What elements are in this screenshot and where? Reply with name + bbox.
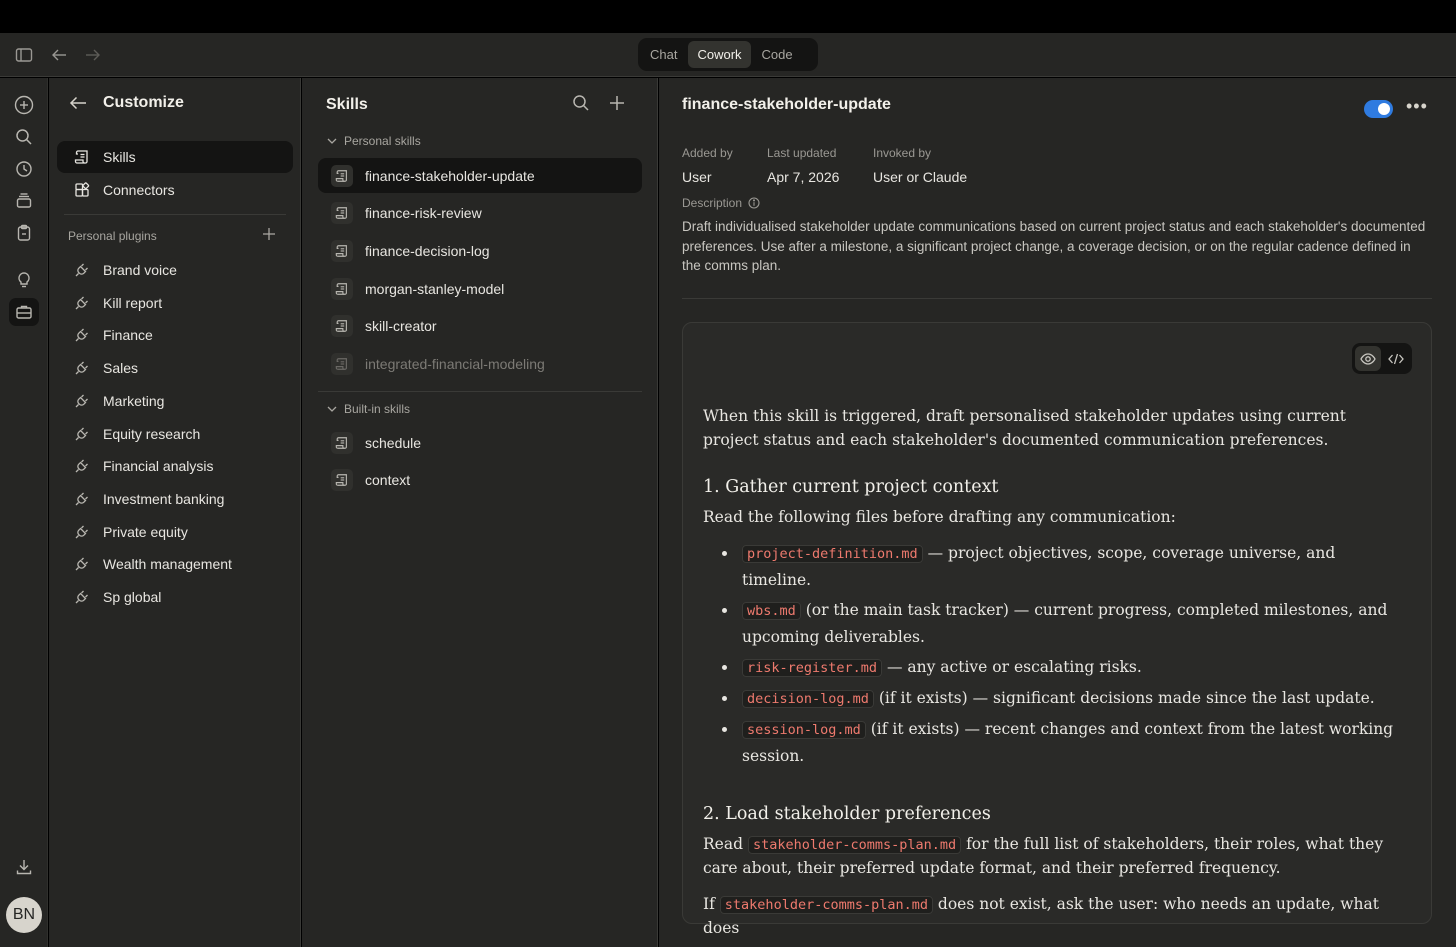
stack-icon[interactable] bbox=[9, 187, 39, 215]
plugin-item[interactable] bbox=[57, 419, 293, 449]
meta-label: Invoked by bbox=[873, 146, 932, 160]
skill-enabled-toggle[interactable] bbox=[1364, 100, 1393, 118]
skill-item[interactable] bbox=[318, 425, 642, 460]
meta-value: User bbox=[682, 169, 712, 185]
skill-label: integrated-financial-modeling bbox=[365, 356, 545, 372]
list-item bbox=[703, 685, 1405, 712]
nav-item-skills[interactable] bbox=[57, 141, 293, 173]
description-label-text: Description bbox=[682, 196, 743, 210]
customize-sidebar bbox=[49, 78, 301, 947]
mode-switcher bbox=[638, 38, 818, 71]
divider bbox=[682, 298, 1432, 299]
plug-icon bbox=[74, 491, 90, 507]
plugin-item[interactable] bbox=[57, 484, 293, 514]
lightbulb-icon[interactable] bbox=[9, 266, 39, 294]
plugin-label: Finance bbox=[103, 327, 153, 344]
back-arrow-icon[interactable] bbox=[69, 96, 87, 110]
eye-icon[interactable] bbox=[1355, 346, 1381, 371]
skill-item[interactable] bbox=[318, 309, 642, 344]
inline-code: project-definition.md bbox=[742, 545, 923, 563]
tab-cowork[interactable]: Cowork bbox=[688, 41, 750, 68]
nav-item-label: Connectors bbox=[103, 182, 175, 198]
text: — project objectives, scope, coverage universe, and timeline. bbox=[742, 543, 1336, 589]
plugin-label: Investment banking bbox=[103, 490, 225, 507]
skill-item[interactable] bbox=[318, 271, 642, 306]
meta-value: Apr 7, 2026 bbox=[767, 169, 840, 185]
plug-icon bbox=[74, 393, 90, 409]
plugin-item[interactable] bbox=[57, 255, 293, 285]
plugin-item[interactable] bbox=[57, 451, 293, 481]
plugin-label: Wealth management bbox=[103, 556, 232, 573]
skill-item[interactable] bbox=[318, 196, 642, 231]
skill-label: finance-risk-review bbox=[365, 205, 482, 222]
paragraph bbox=[703, 893, 1405, 941]
nav-item-connectors[interactable] bbox=[57, 174, 293, 206]
text: (if it exists) — significant decisions made since the last update. bbox=[873, 688, 1375, 707]
meta-label: Added by bbox=[682, 146, 733, 160]
tab-chat[interactable]: Chat bbox=[650, 47, 678, 62]
inline-code: risk-register.md bbox=[742, 659, 882, 677]
skill-content-card bbox=[682, 322, 1432, 937]
connectors-icon bbox=[74, 182, 90, 198]
briefcase-icon[interactable] bbox=[9, 298, 39, 326]
plug-icon bbox=[74, 360, 90, 376]
add-skill-icon[interactable] bbox=[608, 94, 626, 117]
clock-icon[interactable] bbox=[9, 155, 39, 183]
list-item bbox=[703, 540, 1405, 593]
skill-item[interactable] bbox=[318, 347, 642, 382]
plugin-label: Private equity bbox=[103, 523, 188, 540]
scroll-icon bbox=[331, 315, 353, 337]
skill-markdown bbox=[703, 405, 1405, 941]
more-options-icon[interactable]: ••• bbox=[1406, 96, 1428, 116]
paragraph: Read the following files before drafting any communication: bbox=[703, 508, 1176, 526]
section-heading: 2. Load stakeholder preferences bbox=[703, 803, 991, 824]
list-item bbox=[703, 654, 1405, 681]
plugin-label: Brand voice bbox=[103, 262, 177, 278]
list-item bbox=[703, 716, 1405, 769]
plugin-item[interactable] bbox=[57, 582, 293, 612]
meta-added-by bbox=[682, 146, 733, 185]
plugin-item[interactable] bbox=[57, 320, 293, 350]
plugin-label: Marketing bbox=[103, 392, 165, 409]
scroll-icon bbox=[331, 353, 353, 375]
clipboard-icon[interactable] bbox=[9, 219, 39, 247]
text: (if it exists) — recent changes and context from the latest working session. bbox=[742, 719, 1394, 765]
skill-label: context bbox=[365, 471, 411, 488]
sidebar-toggle-icon[interactable] bbox=[12, 43, 36, 67]
skills-title: Skills bbox=[326, 96, 368, 113]
description-text: Draft individualised stakeholder update communications based on current project status and each stakeholder's documented preferences. Use after a milestone, a significant project change, a coverage decision, or on the regular cadence defined in the comms plan. bbox=[682, 219, 1426, 273]
skill-label: finance-decision-log bbox=[365, 242, 490, 259]
group-label-text: Built-in skills bbox=[344, 402, 411, 416]
skills-panel bbox=[302, 78, 658, 947]
skill-label: skill-creator bbox=[365, 318, 437, 335]
title-bar bbox=[0, 33, 1456, 77]
inline-code: stakeholder-comms-plan.md bbox=[748, 836, 961, 854]
scroll-icon bbox=[74, 149, 90, 165]
customize-title: Customize bbox=[103, 94, 184, 111]
customize-header bbox=[69, 94, 184, 112]
tab-code[interactable]: Code bbox=[761, 47, 793, 62]
group-label-text: Personal skills bbox=[344, 134, 421, 148]
scroll-icon bbox=[331, 240, 353, 262]
nav-item-label: Skills bbox=[103, 149, 136, 165]
scroll-icon bbox=[331, 202, 353, 224]
skill-item[interactable] bbox=[318, 158, 642, 193]
personal-skills-group[interactable] bbox=[326, 134, 421, 148]
scroll-icon bbox=[331, 278, 353, 300]
search-icon[interactable] bbox=[572, 94, 590, 117]
search-icon[interactable] bbox=[9, 123, 39, 151]
download-icon[interactable] bbox=[9, 853, 39, 881]
code-icon[interactable] bbox=[1383, 346, 1409, 371]
builtin-skills-group[interactable] bbox=[326, 402, 410, 416]
plug-icon bbox=[74, 524, 90, 540]
chevron-down-icon bbox=[326, 403, 338, 415]
plugin-item[interactable] bbox=[57, 288, 293, 318]
forward-arrow-icon[interactable] bbox=[81, 43, 105, 67]
plugin-label: Sp global bbox=[103, 589, 162, 605]
paragraph bbox=[703, 833, 1405, 881]
inline-code: decision-log.md bbox=[742, 690, 874, 708]
inline-code: wbs.md bbox=[742, 602, 801, 620]
scroll-icon bbox=[331, 469, 353, 491]
chevron-down-icon bbox=[326, 135, 338, 147]
meta-value: User or Claude bbox=[873, 169, 968, 185]
view-switcher bbox=[1352, 343, 1412, 374]
skill-label: morgan-stanley-model bbox=[365, 280, 505, 297]
plugin-item[interactable] bbox=[57, 386, 293, 416]
plugin-label: Equity research bbox=[103, 425, 201, 442]
scroll-icon bbox=[331, 165, 353, 187]
inline-code: stakeholder-comms-plan.md bbox=[720, 896, 933, 914]
divider bbox=[318, 391, 642, 392]
plugin-item[interactable] bbox=[57, 549, 293, 579]
scroll-icon bbox=[331, 432, 353, 454]
plug-icon bbox=[74, 589, 90, 605]
plug-icon bbox=[74, 426, 90, 442]
meta-invoked-by bbox=[873, 146, 967, 185]
plug-icon bbox=[74, 556, 90, 572]
meta-last-updated bbox=[767, 146, 839, 185]
text: does not exist, ask the user: who needs an update, what does bbox=[703, 894, 1379, 937]
skill-label: finance-stakeholder-update bbox=[365, 167, 535, 184]
plugin-label: Sales bbox=[103, 360, 139, 377]
skill-detail-panel bbox=[659, 78, 1456, 947]
plug-icon bbox=[74, 295, 90, 311]
skill-item[interactable] bbox=[318, 462, 642, 497]
skill-label: schedule bbox=[365, 434, 422, 451]
add-plugin-icon[interactable] bbox=[261, 226, 277, 247]
text: (or the main task tracker) — current progress, completed milestones, and upcoming deliverables. bbox=[742, 600, 1388, 646]
info-icon[interactable] bbox=[748, 197, 760, 209]
avatar[interactable]: BN bbox=[6, 897, 42, 933]
description-label bbox=[682, 196, 760, 210]
plus-icon[interactable] bbox=[9, 91, 39, 119]
divider bbox=[64, 214, 286, 215]
back-arrow-icon[interactable] bbox=[47, 43, 71, 67]
meta-label: Last updated bbox=[767, 146, 837, 160]
file-list bbox=[703, 540, 1405, 769]
plugin-label: Kill report bbox=[103, 294, 163, 311]
text: — any active or escalating risks. bbox=[882, 657, 1142, 676]
top-black-strip bbox=[0, 0, 1456, 33]
text: If bbox=[703, 894, 720, 913]
skill-item[interactable] bbox=[318, 233, 642, 268]
personal-plugins-label: Personal plugins bbox=[68, 229, 157, 243]
inline-code: session-log.md bbox=[742, 721, 866, 739]
plugin-item[interactable] bbox=[57, 517, 293, 547]
plug-icon bbox=[74, 327, 90, 343]
plug-icon bbox=[74, 262, 90, 278]
icon-rail bbox=[0, 78, 48, 947]
section-heading: 1. Gather current project context bbox=[703, 477, 999, 497]
plugin-item[interactable] bbox=[57, 353, 293, 383]
text: Read bbox=[703, 834, 748, 853]
text: for the full list of stakeholders, their roles, what they care about, their preferred update format, and their preferred frequency. bbox=[703, 834, 1384, 877]
list-item bbox=[703, 597, 1405, 650]
plugin-label: Financial analysis bbox=[103, 458, 214, 475]
skill-title: finance-stakeholder-update bbox=[682, 96, 891, 113]
intro-paragraph: When this skill is triggered, draft personalised stakeholder updates using current project status and each stakeholder's documented communication preferences. bbox=[703, 407, 1347, 449]
plug-icon bbox=[74, 458, 90, 474]
